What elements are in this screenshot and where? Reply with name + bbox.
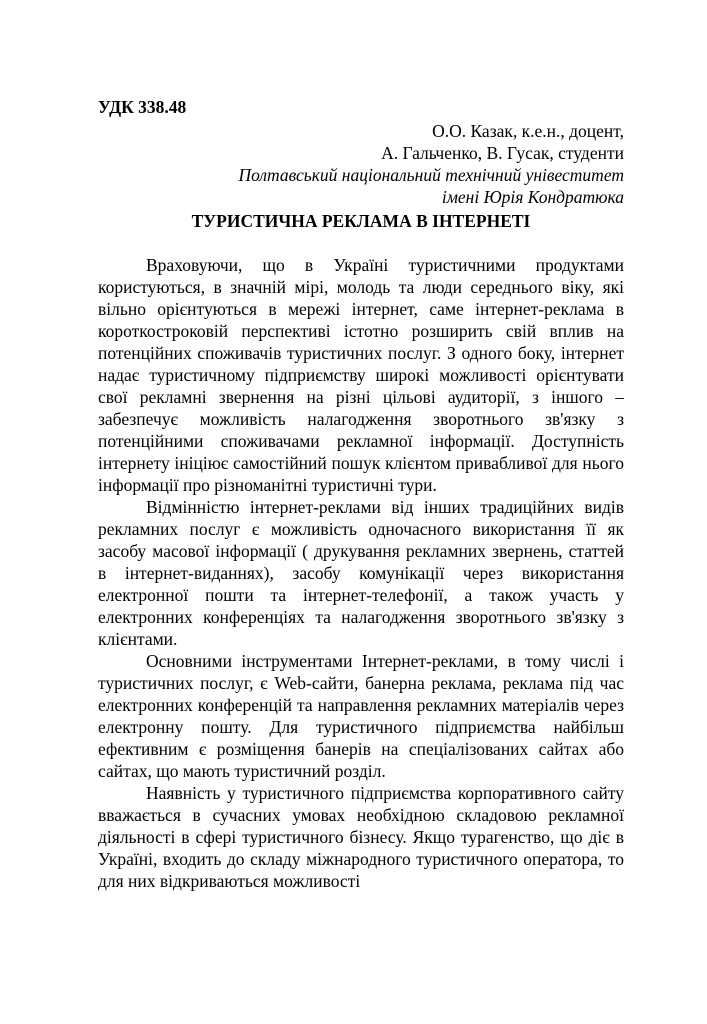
affiliation-line-2: імені Юрія Кондратюка <box>441 187 624 207</box>
affiliation-line-1: Полтавський національний технічний унівеститет <box>238 165 624 185</box>
body-paragraph-3: Основними інструментами Інтернет-реклами, в тому числі і туристичних послуг, є Web-сайти, банерна реклама, реклама під час електронних конференцій та направлення рекламних матеріалів через електронну пошту. Для туристичного підприємства найбільш ефективним є розміщення банерів на спеціалізованих сайтах або сайтах, що мають туристичний розділ. <box>98 651 624 781</box>
body-paragraph-4: Наявність у туристичного підприємства корпоративного сайту вважається в сучасних умовах необхідною складовою рекламної діяльності в сфері туристичного бізнесу. Якщо турагенство, що діє в Україні, входить до складу міжнародного туристичного оператора, то для них відкриваються можливості <box>98 783 624 891</box>
document-page <box>98 96 624 892</box>
paper-title: ТУРИСТИЧНА РЕКЛАМА В ІНТЕРНЕТІ <box>191 211 531 231</box>
author-line-2: А. Гальченко, В. Гусак, студенти <box>381 143 624 163</box>
body-paragraph-1: Враховуючи, що в Україні туристичними продуктами користуються, в значній мірі, молодь та люди середнього віку, які вільно орієнтуються в мережі інтернет, саме інтернет-реклама в короткостроковій перспективі істотно розширить свій вплив на потенційних споживачів туристичних послуг. З одного боку, інтернет надає туристичному підприємству широкі можливості орієнтувати свої рекламні звернення на різні цільові аудиторії, з іншого – забезпечує можливість налагодження зворотнього зв'язку з потенційними споживачами рекламної інформації. Доступність інтернету ініціює самостійний пошук клієнтом привабливої для нього інформації про різноманітні туристичні тури. <box>98 255 624 495</box>
body-paragraph-2: Відмінністю інтернет-реклами від інших традиційних видів рекламних послуг є можливість одночасного використання її як засобу масової інформації ( друкування рекламних звернень, статтей в інтернет-виданнях), засобу комунікації через використання електронної пошти та інтернет-телефонії, а також участь у електронних конференціях та налагодження зворотнього зв'язку з клієнтами. <box>98 497 624 649</box>
author-line-1: О.О. Казак, к.е.н., доцент, <box>432 121 624 141</box>
udk-code: УДК 338.48 <box>98 97 187 117</box>
